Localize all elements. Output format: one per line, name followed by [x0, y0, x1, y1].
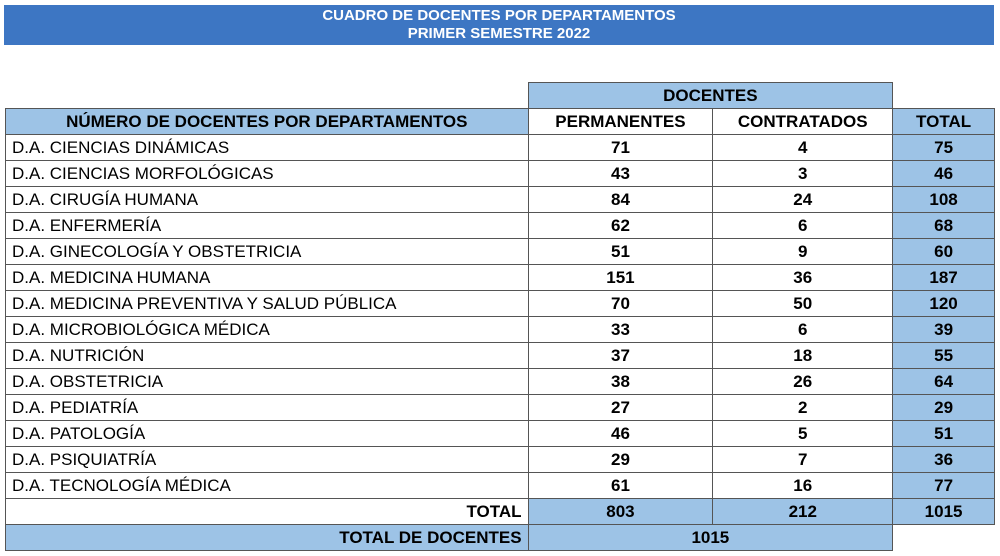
table-row	[6, 265, 995, 291]
department-name: D.A. OBSTETRICIA	[6, 369, 529, 395]
permanent-count: 46	[528, 421, 713, 447]
row-total: 64	[893, 369, 995, 395]
table-row	[6, 291, 995, 317]
grand-total-label: TOTAL DE DOCENTES	[6, 525, 529, 551]
totals-label: TOTAL	[6, 499, 529, 525]
contracted-total: 212	[713, 499, 893, 525]
department-column-header: NÚMERO DE DOCENTES POR DEPARTAMENTOS	[6, 109, 529, 135]
grand-total-row	[6, 525, 995, 551]
permanent-count: 38	[528, 369, 713, 395]
permanent-total: 803	[528, 499, 713, 525]
overall-total: 1015	[893, 499, 995, 525]
row-total: 120	[893, 291, 995, 317]
table-row	[6, 161, 995, 187]
contracted-count: 36	[713, 265, 893, 291]
grand-total-value: 1015	[528, 525, 893, 551]
department-name: D.A. PATOLOGÍA	[6, 421, 529, 447]
permanent-column-header: PERMANENTES	[528, 109, 713, 135]
report-subtitle: PRIMER SEMESTRE 2022	[407, 25, 591, 42]
table-row	[6, 395, 995, 421]
permanent-count: 29	[528, 447, 713, 473]
contracted-count: 7	[713, 447, 893, 473]
permanent-count: 62	[528, 213, 713, 239]
contracted-column-header: CONTRATADOS	[713, 109, 893, 135]
permanent-count: 70	[528, 291, 713, 317]
contracted-count: 2	[713, 395, 893, 421]
contracted-count: 6	[713, 317, 893, 343]
table-row	[6, 239, 995, 265]
table-row	[6, 343, 995, 369]
department-name: D.A. MICROBIOLÓGICA MÉDICA	[6, 317, 529, 343]
report-title: CUADRO DE DOCENTES POR DEPARTAMENTOS	[322, 7, 676, 24]
table-row	[6, 135, 995, 161]
table-row	[6, 421, 995, 447]
row-total: 77	[893, 473, 995, 499]
permanent-count: 27	[528, 395, 713, 421]
total-column-header: TOTAL	[893, 109, 995, 135]
docentes-group-header: DOCENTES	[528, 83, 893, 109]
report-title-banner	[4, 5, 994, 45]
row-total: 36	[893, 447, 995, 473]
row-total: 75	[893, 135, 995, 161]
docentes-table-wrapper	[5, 82, 995, 551]
empty-cell	[893, 525, 995, 551]
contracted-count: 18	[713, 343, 893, 369]
row-total: 60	[893, 239, 995, 265]
table-row	[6, 369, 995, 395]
department-name: D.A. CIENCIAS DINÁMICAS	[6, 135, 529, 161]
totals-row	[6, 499, 995, 525]
permanent-count: 84	[528, 187, 713, 213]
row-total: 55	[893, 343, 995, 369]
row-total: 46	[893, 161, 995, 187]
table-row	[6, 187, 995, 213]
department-name: D.A. NUTRICIÓN	[6, 343, 529, 369]
row-total: 108	[893, 187, 995, 213]
table-row	[6, 447, 995, 473]
row-total: 29	[893, 395, 995, 421]
department-name: D.A. CIENCIAS MORFOLÓGICAS	[6, 161, 529, 187]
table-row	[6, 317, 995, 343]
permanent-count: 43	[528, 161, 713, 187]
contracted-count: 24	[713, 187, 893, 213]
contracted-count: 26	[713, 369, 893, 395]
contracted-count: 16	[713, 473, 893, 499]
docentes-table	[5, 82, 995, 551]
table-row	[6, 473, 995, 499]
contracted-count: 4	[713, 135, 893, 161]
department-name: D.A. PSIQUIATRÍA	[6, 447, 529, 473]
empty-cell	[893, 83, 995, 109]
permanent-count: 151	[528, 265, 713, 291]
contracted-count: 3	[713, 161, 893, 187]
department-name: D.A. TECNOLOGÍA MÉDICA	[6, 473, 529, 499]
department-name: D.A. PEDIATRÍA	[6, 395, 529, 421]
department-name: D.A. MEDICINA PREVENTIVA Y SALUD PÚBLICA	[6, 291, 529, 317]
group-header-row	[6, 83, 995, 109]
row-total: 51	[893, 421, 995, 447]
contracted-count: 6	[713, 213, 893, 239]
department-name: D.A. GINECOLOGÍA Y OBSTETRICIA	[6, 239, 529, 265]
table-row	[6, 213, 995, 239]
column-header-row	[6, 109, 995, 135]
department-name: D.A. MEDICINA HUMANA	[6, 265, 529, 291]
permanent-count: 71	[528, 135, 713, 161]
permanent-count: 61	[528, 473, 713, 499]
department-name: D.A. CIRUGÍA HUMANA	[6, 187, 529, 213]
permanent-count: 33	[528, 317, 713, 343]
row-total: 39	[893, 317, 995, 343]
contracted-count: 50	[713, 291, 893, 317]
row-total: 68	[893, 213, 995, 239]
empty-cell	[6, 83, 529, 109]
department-name: D.A. ENFERMERÍA	[6, 213, 529, 239]
contracted-count: 5	[713, 421, 893, 447]
row-total: 187	[893, 265, 995, 291]
permanent-count: 37	[528, 343, 713, 369]
permanent-count: 51	[528, 239, 713, 265]
contracted-count: 9	[713, 239, 893, 265]
